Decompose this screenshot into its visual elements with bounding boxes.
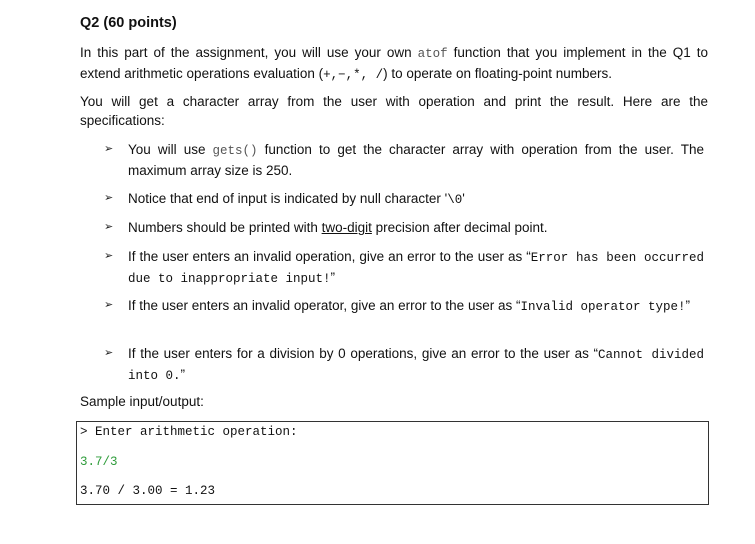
error-message-code: Error has been occurred due to inappropriate input! [128, 251, 704, 286]
sample-label: Sample input/output: [80, 394, 204, 409]
console-input: 3.7/3 [80, 455, 118, 469]
division-zero-code: Cannot divided into 0. [128, 348, 704, 383]
arrow-bullet-icon: ➢ [104, 143, 114, 155]
arrow-bullet-icon: ➢ [104, 221, 114, 233]
specification-intro: You will get a character array from the user with operation and print the result. Here are the specifications: [80, 94, 708, 128]
question-heading: Q2 (60 points) [80, 15, 177, 31]
arrow-bullet-icon: ➢ [104, 347, 114, 359]
invalid-operator-code: Invalid operator type! [520, 300, 686, 314]
intro-paragraph: In this part of the assignment, you will use your own atof function that you implement in the Q1 to extend arithmetic operations evaluation (+,−,*, /) to operate on floating-point numbers. [80, 45, 709, 82]
gets-code: gets() [212, 144, 258, 158]
null-char-code: \0 [447, 193, 463, 207]
bullet-division-zero: ➢ If the user enters for a division by 0 operations, give an error to the user as “Cannot divided into 0.” [104, 346, 704, 383]
bullet-invalid-operator: ➢ If the user enters an invalid operator, give an error to the user as “Invalid operator type!” [104, 298, 690, 314]
operators-code: +,−,*, / [323, 68, 384, 82]
bullet-gets: ➢ You will use gets() function to get the character array with operation from the user. The maximum array size is 250. [104, 142, 704, 178]
bullet-invalid-operation: ➢ If the user enters an invalid operation, give an error to the user as “Error has been occurred due to inappropriate input!” [104, 249, 704, 286]
console-output: 3.70 / 3.00 = 1.23 [80, 484, 216, 498]
sample-console [76, 421, 709, 505]
arrow-bullet-icon: ➢ [104, 250, 114, 262]
bullet-precision: ➢ Numbers should be printed with two-digit precision after decimal point. [104, 220, 548, 235]
arrow-bullet-icon: ➢ [104, 299, 114, 311]
bullet-null-char: ➢ Notice that end of input is indicated by null character '\0' [104, 191, 465, 207]
console-prompt: > Enter arithmetic operation: [80, 425, 298, 439]
atof-code: atof [417, 47, 448, 61]
two-digit-underlined: two-digit [321, 220, 372, 235]
arrow-bullet-icon: ➢ [104, 192, 114, 204]
